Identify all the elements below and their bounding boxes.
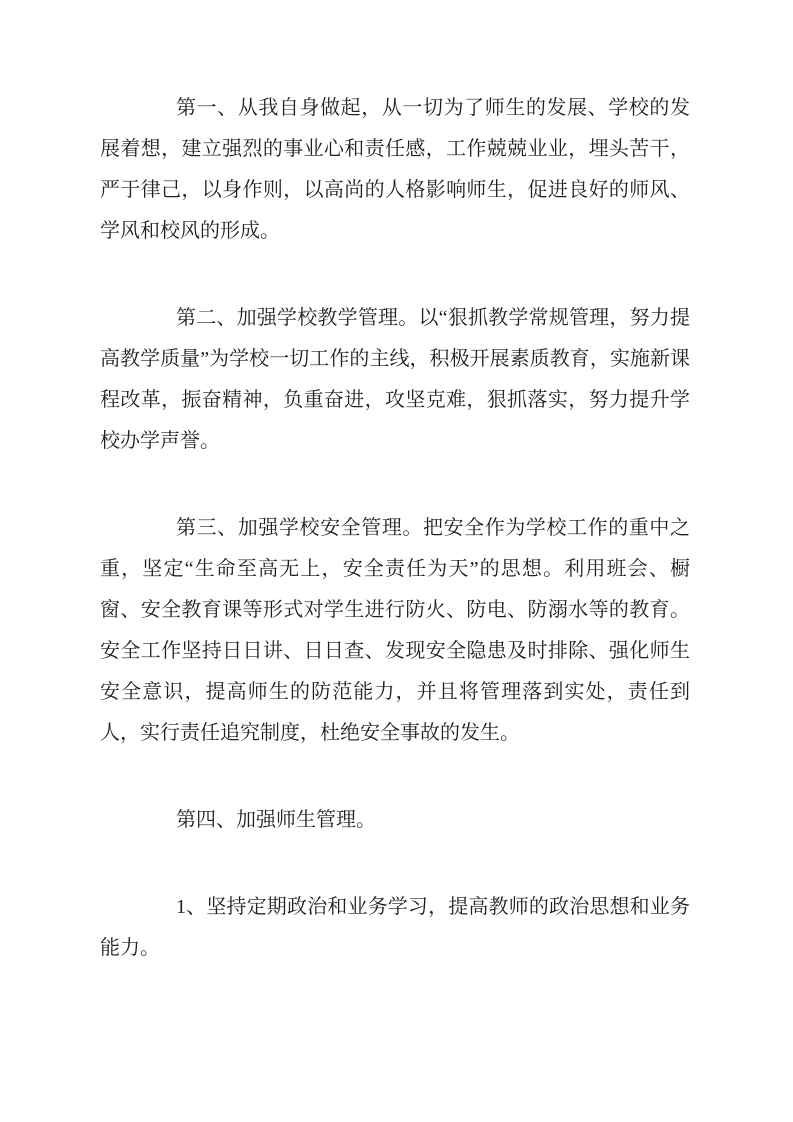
paragraph-point-2: 第二、加强学校教学管理。以“狠抓教学常规管理，努力提高教学质量”为学校一切工作的主线，积极开展素质教育，实施新课程改革，振奋精神，负重奋进，攻坚克难，狠抓落实，努力提升学校办学声誉。	[100, 307, 690, 452]
paragraph-subpoint-1: 1、坚持定期政治和业务学习，提高教师的政治思想和业务能力。	[100, 896, 690, 959]
paragraph-point-4: 第四、加强师生管理。	[176, 809, 376, 831]
paragraph-point-1: 第一、从我自身做起，从一切为了师生的发展、学校的发展着想，建立强烈的事业心和责任感，工作兢兢业业，埋头苦干，严于律己，以身作则，以高尚的人格影响师生，促进良好的师风、学风和校风的形成。	[100, 97, 690, 242]
paragraph-point-3: 第三、加强学校安全管理。把安全作为学校工作的重中之重，坚定“生命至高无上，安全责任为天”的思想。利用班会、橱窗、安全教育课等形式对学生进行防火、防电、防溺水等的教育。安全工作坚持日日讲、日日查、发现安全隐患及时排除、强化师生安全意识，提高师生的防范能力，并且将管理落到实处，责任到人，实行责任追究制度，杜绝安全事故的发生。	[100, 517, 690, 744]
